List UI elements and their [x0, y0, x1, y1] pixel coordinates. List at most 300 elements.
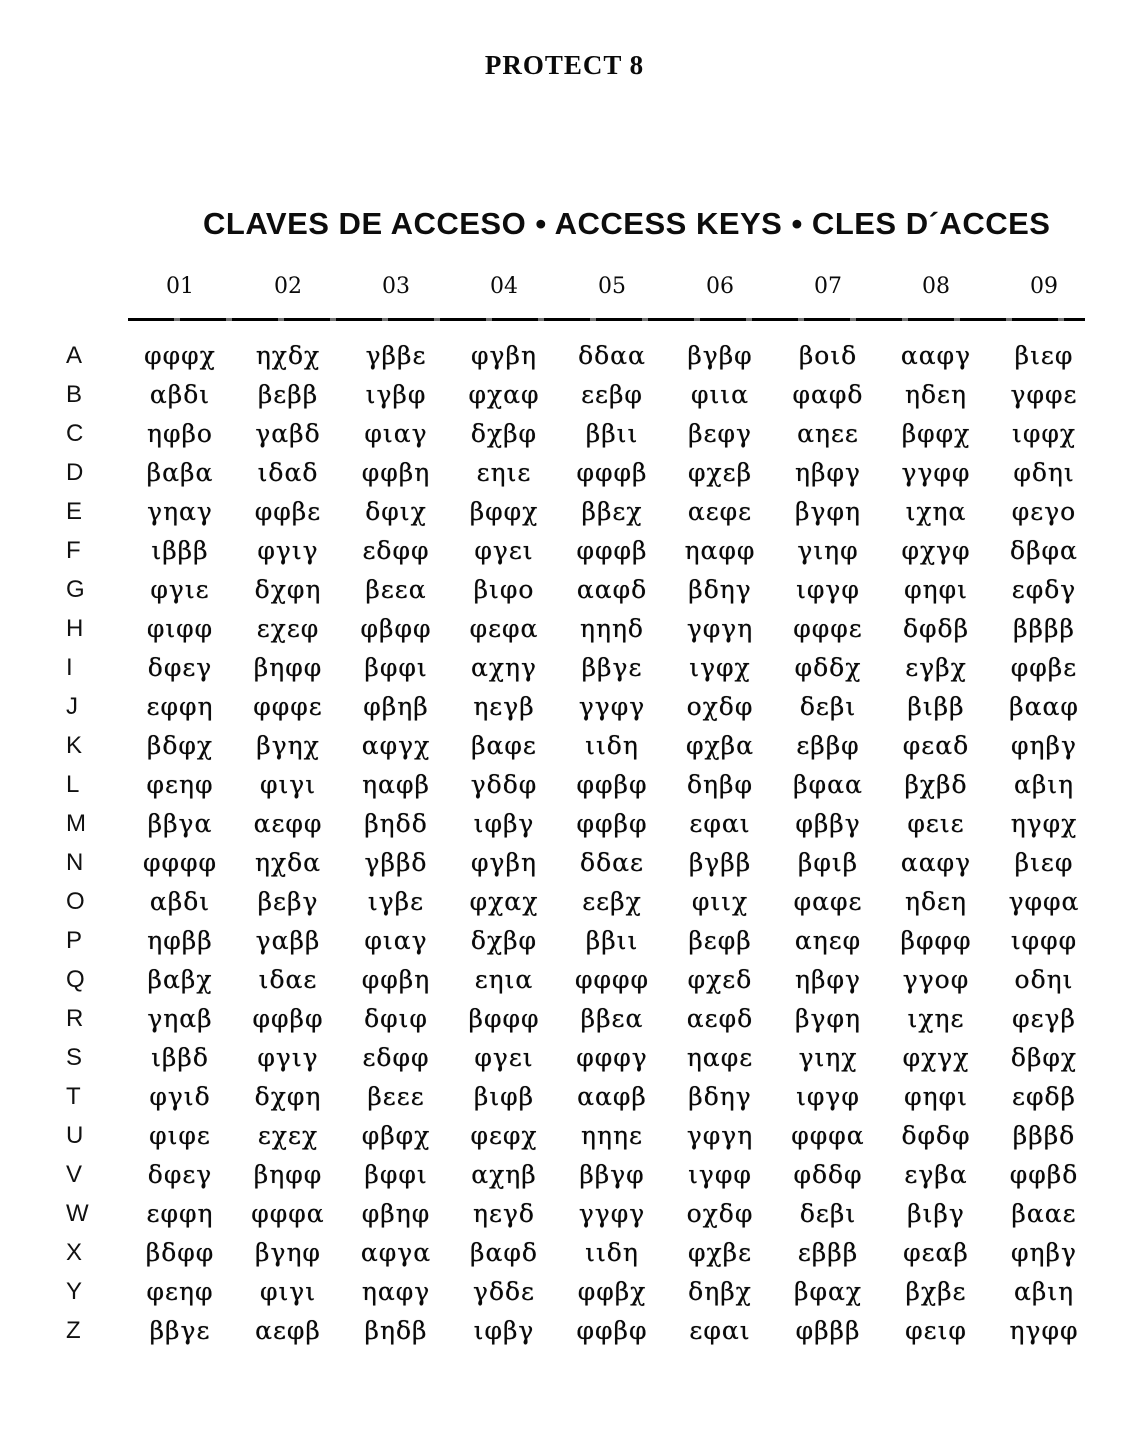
- key-code-cell: αβδι: [149, 887, 211, 916]
- key-code-cell: βχβε: [905, 1277, 967, 1306]
- key-code-cell: φειφ: [905, 1316, 967, 1345]
- key-code-cell: αηεε: [797, 419, 859, 448]
- key-code-cell: ηγφχ: [1010, 809, 1078, 838]
- key-code-cell: φεφχ: [470, 1121, 538, 1150]
- access-keys-table: [66, 336, 1098, 1350]
- key-code-cell: φφφα: [791, 1121, 865, 1150]
- key-code-cell: ββγε: [581, 653, 643, 682]
- key-code-cell: εγβχ: [905, 653, 967, 682]
- row-letter: B: [66, 380, 83, 408]
- row-letter: H: [66, 614, 84, 642]
- key-code-cell: βιεφ: [1014, 848, 1074, 877]
- key-code-cell: φφφε: [793, 614, 863, 643]
- table-row: [66, 1233, 1098, 1272]
- key-code-cell: εδφφ: [362, 536, 430, 565]
- key-code-cell: φφφγ: [576, 1043, 648, 1072]
- key-code-cell: βεφγ: [688, 419, 752, 448]
- key-code-cell: φφβε: [254, 497, 322, 526]
- key-code-cell: αχηγ: [471, 653, 537, 682]
- key-code-cell: ηχδα: [254, 848, 322, 877]
- column-header: 06: [706, 274, 734, 299]
- key-code-cell: φηβγ: [1011, 1238, 1077, 1267]
- key-code-cell: δφδβ: [902, 614, 970, 643]
- key-code-cell: βφφχ: [901, 419, 971, 448]
- key-code-cell: φχεδ: [687, 965, 753, 994]
- key-code-cell: φιαγ: [364, 419, 428, 448]
- row-letter: P: [66, 926, 83, 954]
- key-code-cell: ηβφγ: [795, 458, 861, 487]
- column-header-row: [126, 274, 1098, 299]
- row-letter: Z: [66, 1316, 81, 1344]
- key-code-cell: βχβδ: [904, 770, 968, 799]
- key-code-cell: βεββ: [257, 380, 319, 409]
- key-code-cell: γιηχ: [798, 1043, 858, 1072]
- key-code-cell: φβββ: [795, 1316, 861, 1345]
- table-row: [66, 999, 1098, 1038]
- key-code-cell: φφφε: [253, 692, 323, 721]
- key-code-cell: βιφο: [473, 575, 535, 604]
- key-code-cell: ββγφ: [579, 1160, 645, 1189]
- key-code-cell: βιββ: [907, 692, 965, 721]
- key-code-cell: ηχδχ: [255, 341, 321, 370]
- key-code-cell: ηαφε: [686, 1043, 754, 1072]
- key-code-cell: φφβη: [361, 458, 431, 487]
- key-code-cell: φββγ: [795, 809, 861, 838]
- key-code-cell: φχγχ: [902, 1043, 970, 1072]
- key-code-cell: βοιδ: [798, 341, 858, 370]
- key-code-cell: βαφε: [471, 731, 537, 760]
- key-code-cell: φιγι: [259, 770, 317, 799]
- key-code-cell: ββγε: [149, 1316, 211, 1345]
- key-code-cell: φεαβ: [903, 1238, 969, 1267]
- row-letter: J: [66, 692, 78, 720]
- key-code-cell: δεβι: [799, 692, 857, 721]
- row-letter: Q: [66, 965, 85, 993]
- table-row: [66, 687, 1098, 726]
- row-letter: D: [66, 458, 84, 486]
- key-code-cell: φχαχ: [469, 887, 539, 916]
- key-code-cell: βαβχ: [147, 965, 213, 994]
- key-code-cell: βφφφ: [900, 926, 972, 955]
- key-code-cell: βφφι: [364, 1160, 428, 1189]
- key-code-cell: ιβββ: [151, 536, 209, 565]
- key-code-cell: φγιγ: [257, 536, 319, 565]
- key-code-cell: γδδφ: [470, 770, 538, 799]
- key-code-cell: φφφβ: [576, 536, 648, 565]
- key-code-cell: εββφ: [796, 731, 860, 760]
- key-code-cell: δφιφ: [364, 1004, 428, 1033]
- key-code-cell: γγφγ: [578, 1199, 646, 1228]
- key-code-cell: ιφβγ: [473, 1316, 535, 1345]
- key-code-cell: δηβφ: [687, 770, 753, 799]
- key-code-cell: φγιε: [150, 575, 210, 604]
- key-code-cell: βφφφ: [468, 1004, 540, 1033]
- key-code-cell: δφεγ: [147, 653, 213, 682]
- key-code-cell: βηδβ: [364, 1316, 428, 1345]
- key-code-cell: δχβφ: [470, 926, 538, 955]
- key-code-cell: ηαφβ: [362, 770, 430, 799]
- document-title: PROTECT 8: [484, 50, 645, 80]
- row-letter: Y: [66, 1277, 83, 1305]
- table-row: [66, 1038, 1098, 1077]
- key-code-cell: δφιχ: [365, 497, 427, 526]
- row-letter: G: [66, 575, 85, 603]
- key-code-cell: βαβα: [146, 458, 214, 487]
- column-header: 03: [382, 274, 410, 299]
- row-letter: O: [66, 887, 85, 915]
- row-letter: K: [66, 731, 83, 759]
- key-code-cell: εχεφ: [256, 614, 320, 643]
- key-code-cell: δχβφ: [470, 419, 538, 448]
- table-row: [66, 453, 1098, 492]
- key-code-cell: φιγι: [259, 1277, 317, 1306]
- key-code-cell: δβφχ: [1010, 1043, 1078, 1072]
- column-header: 04: [490, 274, 518, 299]
- key-code-cell: φφφφ: [574, 965, 650, 994]
- key-code-cell: βδφχ: [146, 731, 214, 760]
- key-code-cell: ηεγβ: [473, 692, 535, 721]
- key-code-cell: βαφδ: [470, 1238, 538, 1267]
- row-letter: W: [66, 1199, 89, 1227]
- key-code-cell: ηδεη: [905, 380, 967, 409]
- key-code-cell: βγββ: [688, 848, 752, 877]
- key-code-cell: ββεα: [580, 1004, 644, 1033]
- key-code-cell: φγιδ: [149, 1082, 211, 1111]
- key-code-cell: εγβα: [904, 1160, 968, 1189]
- key-code-cell: δδαα: [578, 341, 646, 370]
- key-code-cell: φδδχ: [794, 653, 862, 682]
- key-code-cell: φφβφ: [576, 1316, 648, 1345]
- key-code-cell: φδδφ: [793, 1160, 863, 1189]
- column-header: 08: [922, 274, 950, 299]
- key-code-cell: αφγα: [360, 1238, 432, 1267]
- key-code-cell: εφδβ: [1012, 1082, 1076, 1111]
- key-code-cell: φχεβ: [687, 458, 753, 487]
- key-code-cell: εηια: [474, 965, 534, 994]
- key-code-cell: εβββ: [797, 1238, 859, 1267]
- key-code-cell: γγφφ: [901, 458, 971, 487]
- row-letter: M: [66, 809, 86, 837]
- key-code-cell: φβηβ: [363, 692, 429, 721]
- key-code-cell: γφφα: [1008, 887, 1080, 916]
- key-code-cell: ιδαδ: [257, 458, 319, 487]
- key-code-cell: βεφβ: [688, 926, 752, 955]
- key-code-cell: οδηι: [1014, 965, 1074, 994]
- key-code-cell: φδηι: [1013, 458, 1075, 487]
- key-code-cell: δφεγ: [147, 1160, 213, 1189]
- key-code-cell: βφαα: [793, 770, 863, 799]
- key-code-cell: βφιβ: [797, 848, 859, 877]
- table-row: [66, 609, 1098, 648]
- key-code-cell: εφαι: [689, 1316, 751, 1345]
- key-code-cell: φφβχ: [577, 1277, 647, 1306]
- key-code-cell: εφδγ: [1011, 575, 1077, 604]
- key-code-cell: φγει: [474, 536, 534, 565]
- key-code-cell: αχηβ: [471, 1160, 537, 1189]
- key-code-cell: φφβφ: [576, 770, 648, 799]
- table-row: [66, 336, 1098, 375]
- key-code-cell: ββββ: [1013, 614, 1075, 643]
- table-row: [66, 492, 1098, 531]
- key-code-cell: φφβδ: [1009, 1160, 1079, 1189]
- key-code-cell: βγηχ: [256, 731, 320, 760]
- key-code-cell: φβηφ: [361, 1199, 431, 1228]
- table-row: [66, 765, 1098, 804]
- key-code-cell: δεβι: [799, 1199, 857, 1228]
- key-code-cell: ιδαε: [258, 965, 318, 994]
- key-code-cell: αβδι: [149, 380, 211, 409]
- row-letter: E: [66, 497, 83, 525]
- key-code-cell: αβιη: [1013, 1277, 1075, 1306]
- key-code-cell: φγβη: [471, 848, 537, 877]
- key-code-cell: βεεε: [367, 1082, 425, 1111]
- key-code-cell: εεβφ: [581, 380, 643, 409]
- key-code-cell: φγει: [474, 1043, 534, 1072]
- table-row: [66, 1311, 1098, 1350]
- key-code-cell: βδφφ: [145, 1238, 215, 1267]
- key-code-cell: εηιε: [476, 458, 532, 487]
- table-row: [66, 960, 1098, 999]
- key-code-cell: αβιη: [1013, 770, 1075, 799]
- key-code-cell: δχφη: [254, 575, 322, 604]
- key-code-cell: δβφα: [1010, 536, 1078, 565]
- key-code-cell: φφβη: [361, 965, 431, 994]
- key-code-cell: φηβγ: [1011, 731, 1077, 760]
- table-row: [66, 1194, 1098, 1233]
- table-row: [66, 1116, 1098, 1155]
- key-code-cell: ιφγφ: [796, 1082, 860, 1111]
- table-row: [66, 804, 1098, 843]
- key-code-cell: ηδεη: [905, 887, 967, 916]
- key-code-cell: βηφφ: [253, 1160, 323, 1189]
- table-row: [66, 843, 1098, 882]
- key-code-cell: ηφβο: [147, 419, 213, 448]
- key-code-cell: γφγη: [686, 1121, 754, 1150]
- key-code-cell: φφφφ: [142, 848, 218, 877]
- key-code-cell: γηαγ: [147, 497, 213, 526]
- key-code-cell: φιαγ: [364, 926, 428, 955]
- key-code-cell: ιγβε: [367, 887, 425, 916]
- key-code-cell: φβφχ: [361, 1121, 431, 1150]
- key-code-cell: οχδφ: [686, 692, 754, 721]
- key-code-cell: ιφφχ: [1012, 419, 1076, 448]
- key-code-cell: εεβχ: [582, 887, 642, 916]
- key-code-cell: φιιχ: [691, 887, 749, 916]
- row-letter: S: [66, 1043, 83, 1071]
- key-code-cell: βηφφ: [253, 653, 323, 682]
- key-code-cell: βααφ: [1009, 692, 1079, 721]
- key-code-cell: ιχηε: [907, 1004, 965, 1033]
- key-code-cell: φχαφ: [468, 380, 540, 409]
- key-code-cell: ηαφγ: [361, 1277, 431, 1306]
- key-code-cell: βγηφ: [255, 1238, 321, 1267]
- key-code-cell: γγοφ: [902, 965, 970, 994]
- header-divider-rule: [128, 318, 1085, 321]
- key-code-cell: ββιι: [585, 926, 639, 955]
- key-code-cell: εδφφ: [362, 1043, 430, 1072]
- key-code-cell: δφδφ: [901, 1121, 971, 1150]
- key-code-cell: φεηφ: [146, 770, 214, 799]
- key-code-cell: βφφχ: [469, 497, 539, 526]
- key-code-cell: αεφφ: [253, 809, 323, 838]
- row-letter: C: [66, 419, 84, 447]
- key-code-cell: φεγβ: [1012, 1004, 1076, 1033]
- key-code-cell: βααε: [1011, 1199, 1077, 1228]
- table-row: [66, 375, 1098, 414]
- key-code-cell: βεεα: [365, 575, 427, 604]
- column-header: 07: [814, 274, 842, 299]
- key-code-cell: αφγχ: [361, 731, 431, 760]
- column-header: 09: [1030, 274, 1058, 299]
- access-keys-table-title: CLAVES DE ACCESO • ACCESS KEYS • CLES D´ACCES: [203, 206, 1051, 241]
- table-row: [66, 1077, 1098, 1116]
- key-code-cell: βιεφ: [1014, 341, 1074, 370]
- access-keys-table-body: [66, 336, 1098, 1350]
- key-code-cell: φγβη: [471, 341, 537, 370]
- key-code-cell: αεφβ: [255, 1316, 321, 1345]
- key-code-cell: εφαι: [689, 809, 751, 838]
- key-code-cell: οχδφ: [686, 1199, 754, 1228]
- key-code-cell: φηφι: [904, 1082, 968, 1111]
- key-code-cell: βγβφ: [687, 341, 753, 370]
- key-code-cell: βηδδ: [364, 809, 428, 838]
- key-code-cell: δδαε: [580, 848, 644, 877]
- key-code-cell: φβφφ: [360, 614, 432, 643]
- key-code-cell: ηαφφ: [684, 536, 756, 565]
- key-code-cell: βιφβ: [473, 1082, 535, 1111]
- key-code-cell: αηεφ: [794, 926, 862, 955]
- column-header: 02: [274, 274, 302, 299]
- key-code-cell: ηβφγ: [795, 965, 861, 994]
- key-code-cell: φφφβ: [576, 458, 648, 487]
- key-code-cell: αεφε: [687, 497, 753, 526]
- key-code-cell: ηγφφ: [1009, 1316, 1079, 1345]
- key-code-cell: φηφι: [904, 575, 968, 604]
- row-letter: I: [66, 653, 73, 681]
- key-code-cell: φεηφ: [146, 1277, 214, 1306]
- key-code-cell: βεβγ: [257, 887, 319, 916]
- key-code-cell: φεφα: [469, 614, 539, 643]
- column-header: 05: [598, 274, 626, 299]
- key-code-cell: γαββ: [255, 926, 321, 955]
- key-code-cell: φεγο: [1011, 497, 1077, 526]
- table-row: [66, 726, 1098, 765]
- key-code-cell: ιιδη: [585, 731, 639, 760]
- key-code-cell: φαφε: [793, 887, 863, 916]
- key-code-cell: ιφφφ: [1010, 926, 1078, 955]
- key-code-cell: βφαχ: [794, 1277, 862, 1306]
- key-code-cell: ιφγφ: [796, 575, 860, 604]
- key-code-cell: βγφη: [795, 497, 861, 526]
- key-code-cell: φφφα: [251, 1199, 325, 1228]
- row-letter: X: [66, 1238, 83, 1266]
- key-code-cell: φιφφ: [146, 614, 214, 643]
- key-code-cell: ηηηε: [581, 1121, 643, 1150]
- key-code-cell: φειε: [907, 809, 965, 838]
- key-code-cell: γββε: [365, 341, 427, 370]
- key-code-cell: φφβφ: [576, 809, 648, 838]
- key-code-cell: βδηγ: [688, 575, 752, 604]
- row-letter: R: [66, 1004, 84, 1032]
- key-code-cell: βιβγ: [907, 1199, 965, 1228]
- table-row: [66, 882, 1098, 921]
- key-code-cell: δχφη: [254, 1082, 322, 1111]
- key-code-cell: εφφη: [146, 1199, 214, 1228]
- key-code-cell: ααφβ: [577, 1082, 647, 1111]
- row-letter: F: [66, 536, 81, 564]
- row-letter: N: [66, 848, 84, 876]
- row-letter: L: [66, 770, 80, 798]
- key-code-cell: εχεχ: [257, 1121, 319, 1150]
- key-code-cell: βγφη: [795, 1004, 861, 1033]
- key-code-cell: ιγβφ: [365, 380, 427, 409]
- key-code-cell: ηηηδ: [580, 614, 644, 643]
- key-code-cell: ααφγ: [900, 341, 972, 370]
- key-code-cell: φγιγ: [257, 1043, 319, 1072]
- key-code-cell: φιφε: [149, 1121, 211, 1150]
- table-row: [66, 1272, 1098, 1311]
- key-code-cell: ιχηα: [905, 497, 967, 526]
- key-code-cell: ιιδη: [585, 1238, 639, 1267]
- column-header: 01: [166, 274, 194, 299]
- table-row: [66, 414, 1098, 453]
- key-code-cell: φφβφ: [252, 1004, 324, 1033]
- key-code-cell: ιββδ: [151, 1043, 209, 1072]
- key-code-cell: βδηγ: [688, 1082, 752, 1111]
- key-code-cell: βφφι: [364, 653, 428, 682]
- row-letter: U: [66, 1121, 84, 1149]
- key-code-cell: φεαδ: [902, 731, 970, 760]
- key-code-cell: δηβχ: [688, 1277, 752, 1306]
- key-code-cell: φχβε: [687, 1238, 753, 1267]
- key-code-cell: ββιι: [585, 419, 639, 448]
- key-code-cell: ιγφχ: [689, 653, 751, 682]
- key-code-cell: ββεχ: [581, 497, 643, 526]
- key-code-cell: γφγη: [686, 614, 754, 643]
- key-code-cell: ββγα: [147, 809, 213, 838]
- key-code-cell: εφφη: [146, 692, 214, 721]
- table-row: [66, 531, 1098, 570]
- key-code-cell: ιφβγ: [473, 809, 535, 838]
- key-code-cell: φαφδ: [792, 380, 864, 409]
- table-row: [66, 1155, 1098, 1194]
- key-code-cell: φφβε: [1010, 653, 1078, 682]
- row-letter: V: [66, 1160, 83, 1188]
- key-code-cell: φιια: [691, 380, 749, 409]
- table-row: [66, 570, 1098, 609]
- key-code-cell: γηαβ: [147, 1004, 213, 1033]
- key-code-cell: ηεγδ: [473, 1199, 535, 1228]
- key-code-cell: ααφγ: [900, 848, 972, 877]
- key-code-cell: αεφδ: [686, 1004, 754, 1033]
- key-code-cell: γφφε: [1010, 380, 1078, 409]
- key-code-cell: φφφχ: [144, 341, 216, 370]
- key-code-cell: ηφββ: [147, 926, 213, 955]
- key-code-cell: φχβα: [686, 731, 754, 760]
- key-code-cell: γδδε: [473, 1277, 535, 1306]
- key-code-cell: γιηφ: [797, 536, 859, 565]
- key-code-cell: γββδ: [364, 848, 428, 877]
- key-code-cell: ιγφφ: [688, 1160, 752, 1189]
- row-letter: T: [66, 1082, 81, 1110]
- key-code-cell: φχγφ: [901, 536, 971, 565]
- key-code-cell: βββδ: [1012, 1121, 1076, 1150]
- table-row: [66, 648, 1098, 687]
- table-row: [66, 921, 1098, 960]
- key-code-cell: ααφδ: [576, 575, 648, 604]
- key-code-cell: γαβδ: [255, 419, 321, 448]
- row-letter: A: [66, 341, 83, 369]
